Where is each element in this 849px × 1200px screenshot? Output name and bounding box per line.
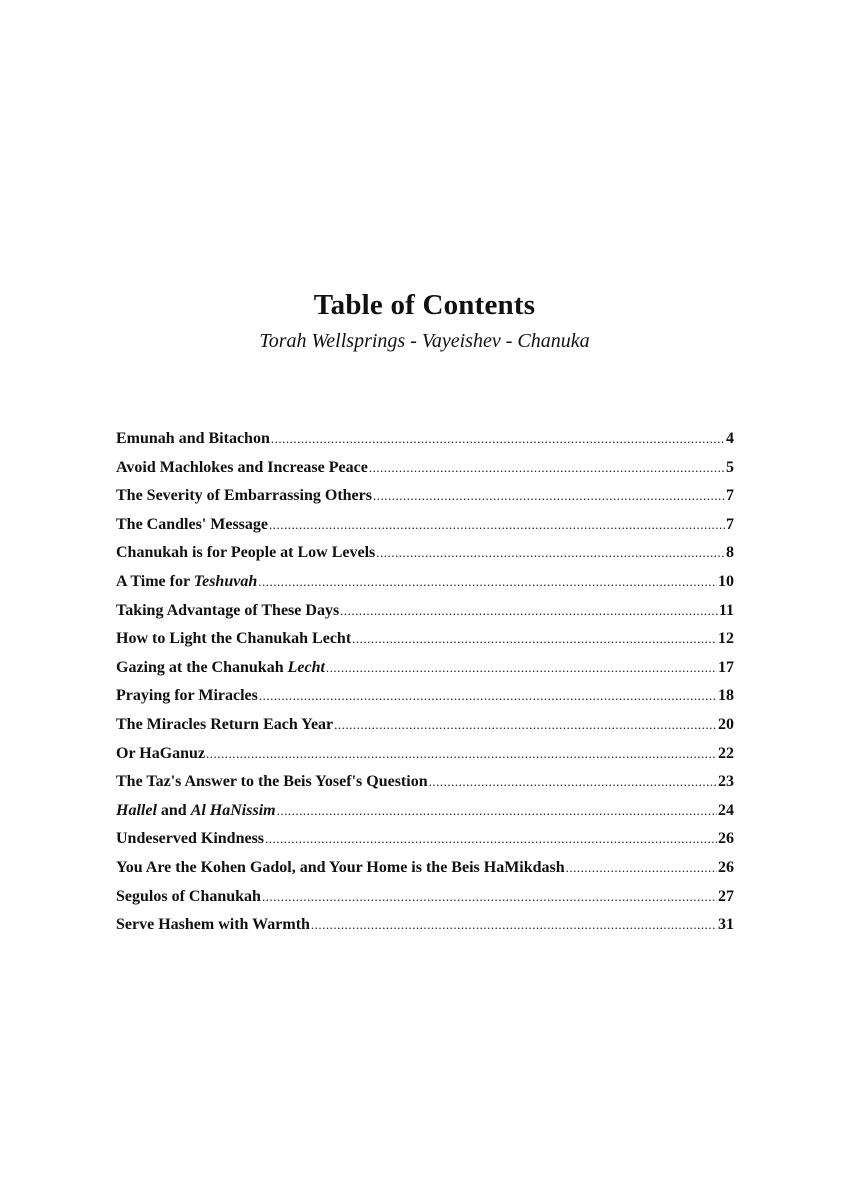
toc-dot-leader [373,482,725,510]
toc-entry-page-number: 27 [718,887,734,905]
toc-entry[interactable] [116,854,734,883]
toc-entry-title-italic: Teshuvah [193,572,258,590]
toc-entry-page-number: 11 [718,601,734,619]
toc-dot-leader [376,539,725,567]
toc-entry-title-text: Praying for Miracles [116,687,258,705]
toc-entry-page-number: 26 [718,858,734,876]
toc-dot-leader [566,854,717,882]
toc-entry-title-text: Taking Advantage of These Days [116,601,340,619]
toc-entry-title-italic: Al HaNissim [190,801,276,819]
toc-entry-title [116,768,428,796]
toc-entry[interactable] [116,425,734,454]
toc-entry-title-text: A Time for [116,572,194,590]
toc-dot-leader [259,682,717,710]
toc-entry[interactable] [116,825,734,854]
toc-entry-page-number: 7 [726,487,734,505]
toc-dot-leader [352,625,717,653]
toc-dot-leader [265,825,717,853]
toc-entry-page-number: 12 [718,630,734,648]
toc-entry[interactable] [116,711,734,740]
toc-dot-leader [262,883,717,911]
toc-entry-title-text: The Miracles Return Each Year [116,715,334,733]
toc-entry-title [116,682,258,710]
toc-dot-leader [326,654,717,682]
toc-dot-leader [311,911,717,939]
toc-entry-page-number: 18 [718,687,734,705]
toc-entry-title [116,883,261,911]
toc-entry[interactable] [116,597,734,626]
toc-entry[interactable] [116,539,734,568]
toc-entry[interactable] [116,625,734,654]
toc-entry-page-number: 23 [718,773,734,791]
toc-entry[interactable] [116,911,734,940]
toc-entry-page-number: 24 [718,801,734,819]
toc-entry-title-text: Emunah and Bitachon [116,430,270,447]
toc-entry-title [116,568,257,596]
toc-entry-title-text: Or HaGanuz [116,744,206,762]
toc-entry-title [116,511,268,539]
toc-dot-leader [334,711,717,739]
toc-entry-title [116,911,310,939]
toc-dot-leader [206,740,717,768]
toc-entry-title-text: The Candles' Message [116,515,268,533]
toc-entry-page-number: 4 [726,430,734,447]
toc-entry-page-number: 7 [726,515,734,533]
page-subtitle: Torah Wellsprings - Vayeishev - Chanuka [259,330,590,352]
toc-entry-title-text: Chanukah is for People at Low Levels [116,544,376,562]
toc-entry-page-number: 10 [718,572,734,590]
toc-entry-page-number: 26 [718,830,734,848]
toc-entry-title-text: Undeserved Kindness [116,830,265,848]
toc-entry-page-number: 17 [718,658,734,676]
toc-entry-title-text: and [156,801,191,819]
table-of-contents [116,425,734,940]
toc-entry-title [116,425,270,453]
toc-entry-title [116,539,375,567]
toc-entry-title-text: The Severity of Embarrassing Others [116,487,372,505]
toc-entry-title [116,625,351,653]
toc-dot-leader [369,454,725,482]
toc-entry-title [116,854,565,882]
toc-entry[interactable] [116,883,734,912]
toc-dot-leader [269,511,725,539]
toc-entry-title [116,454,368,482]
toc-entry-page-number: 22 [718,744,734,762]
toc-dot-leader [258,568,717,596]
toc-entry[interactable] [116,797,734,826]
toc-entry-page-number: 5 [726,458,734,476]
toc-dot-leader [340,597,718,625]
toc-entry-page-number: 20 [718,715,734,733]
toc-entry-title-text: Avoid Machlokes and Increase Peace [116,458,368,476]
toc-entry-page-number: 8 [726,544,734,562]
toc-entry-title-text: The Taz's Answer to the Beis Yosef's Question [116,773,428,791]
toc-entry[interactable] [116,454,734,483]
toc-entry-title [116,797,276,825]
toc-entry-title-italic: Hallel [116,801,157,819]
toc-entry-title [116,825,264,853]
toc-dot-leader [271,425,725,453]
toc-entry[interactable] [116,740,734,769]
toc-dot-leader [429,768,717,796]
toc-entry-title-text: Segulos of Chanukah [116,887,261,905]
toc-entry-title [116,482,372,510]
toc-dot-leader [277,797,717,825]
toc-entry-title-text: Gazing at the Chanukah [116,658,288,676]
toc-entry[interactable] [116,768,734,797]
toc-entry-title [116,740,205,768]
toc-entry[interactable] [116,654,734,683]
toc-entry-title [116,597,339,625]
toc-entry[interactable] [116,568,734,597]
toc-entry[interactable] [116,482,734,511]
toc-entry-page-number: 31 [718,916,734,934]
toc-entry-title-text: How to Light the Chanukah Lecht [116,630,352,648]
toc-entry[interactable] [116,511,734,540]
toc-entry-title [116,711,333,739]
toc-entry[interactable] [116,682,734,711]
toc-entry-title-italic: Lecht [287,658,325,676]
toc-entry-title [116,654,325,682]
page-title: Table of Contents [313,289,536,321]
toc-entry-title-text: You Are the Kohen Gadol, and Your Home is the Beis HaMikdash [116,858,565,876]
toc-entry-title-text: Serve Hashem with Warmth [116,916,310,934]
